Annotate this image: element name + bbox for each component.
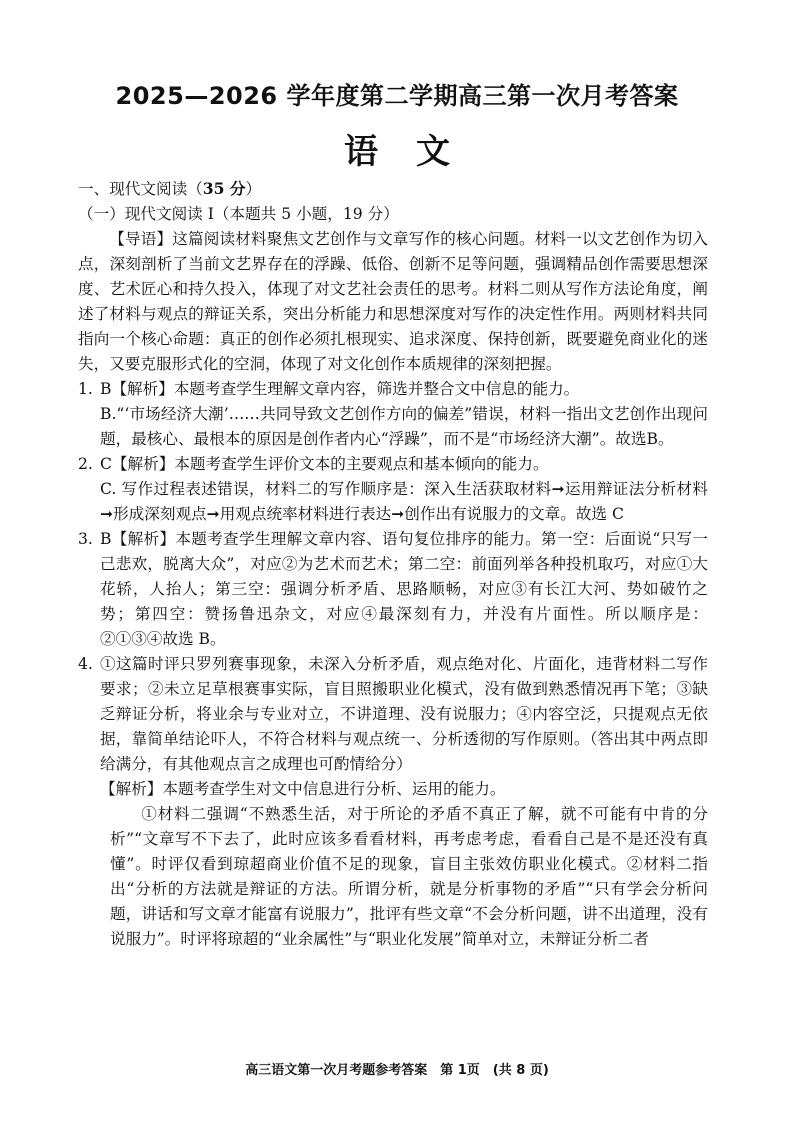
- question-explanation: ①材料二强调“不熟悉生活，对于所论的矛盾不真正了解，就不可能有中肯的分析”“文章写不下去了，此时应该多看看材料，再考虑考虑，看看自己是不是还没有真懂”。时评仅看到琼超商业价值不足的现象，盲目主张效仿职业化模式。②材料二指出“分析的方法就是辩证的方法。所谓分析，就是分析事物的矛盾”“只有学会分析问题，讲话和写文章才能富有说服力”，批评有些文章“不会分析问题，讲不出道理，没有说服力”。时评将琼超的“业余属性”与“职业化发展”简单对立，未辩证分析二者: [110, 805, 708, 948]
- page-title: 2025—2026 学年度第二学期高三第一次月考答案: [115, 82, 679, 110]
- section-heading-text: 一、现代文阅读（: [78, 180, 203, 198]
- question-1: [78, 377, 708, 402]
- subject-title: 语文: [344, 132, 488, 172]
- answer-content: [78, 176, 708, 952]
- question-answer: B【解析】本题考查学生理解文章内容，筛选并整合文中信息的能力。: [100, 380, 580, 398]
- page-footer: 高三语文第一次月考题参考答案 第 1页 (共 8 页): [245, 1063, 549, 1078]
- question-number: 4.: [78, 655, 93, 673]
- question-answer: B【解析】本题考查学生理解文章内容、语句复位排序的能力。第一空：后面说“只写一己悲欢，脱离大众”，对应②为艺术而艺术；第二空：前面列举各种投机取巧，对应①大花轿，人抬人；第三空：强调分析矛盾、思路顺畅，对应③有长江大河、势如破竹之势；第四空：赞扬鲁迅杂文，对应④最深刻有力，并没有片面性。所以顺序是：②①③④故选 B。: [100, 530, 708, 648]
- question-4: [78, 652, 708, 777]
- section-heading: [78, 176, 708, 202]
- question-explanation: B.“‘市场经济大潮’……共同导致文艺创作方向的偏差”错误，材料一指出文艺创作出现问题，最核心、最根本的原因是创作者内心“浮躁”，而不是“市场经济大潮”。故选B。: [100, 405, 708, 448]
- question-answer: ①这篇时评只罗列赛事现象，未深入分析矛盾，观点绝对化、片面化，违背材料二写作要求；②未立足草根赛事实际，盲目照搬职业化模式，没有做到熟悉情况再下笔；③缺乏辩证分析，将业余与专业对立，不讲道理、没有说服力；④内容空泛，只提观点无依据，靠简单结论吓人，不符合材料与观点统一、分析透彻的写作原则。（答出其中两点即给满分，有其他观点言之成理也可酌情给分）: [100, 655, 708, 773]
- question-2: [78, 452, 708, 477]
- subsection-heading: （一）现代文阅读 I（本题共 5 小题，19 分）: [78, 205, 399, 223]
- question-number: 3.: [78, 530, 93, 548]
- question-analysis: 【解析】本题考查学生对文中信息进行分析、运用的能力。: [100, 780, 506, 798]
- section-heading-close: ）: [245, 180, 262, 198]
- section-score: 35 分: [202, 179, 246, 198]
- question-answer: C【解析】本题考查学生评价文本的主要观点和基本倾向的能力。: [100, 455, 549, 473]
- question-number: 2.: [78, 455, 93, 473]
- question-3: [78, 527, 708, 652]
- question-explanation: C. 写作过程表述错误，材料二的写作顺序是：深入生活获取材料➞运用辩证法分析材料➞形成深刻观点➞用观点统率材料进行表达➞创作出有说服力的文章。故选 C: [100, 480, 708, 523]
- question-number: 1.: [78, 380, 93, 398]
- guide-paragraph: 【导语】这篇阅读材料聚焦文艺创作与文章写作的核心问题。材料一以文艺创作为切入点，深刻剖析了当前文艺界存在的浮躁、低俗、创新不足等问题，强调精品创作需要思想深度、艺术匠心和持久投入，体现了对文艺社会责任的思考。材料二则从写作方法论角度，阐述了材料与观点的辩证关系，突出分析能力和思想深度对写作的决定性作用。两则材料共同指向一个核心命题：真正的创作必须扎根现实、追求深度、保持创新，既要避免商业化的迷失，又要克服形式化的空洞，体现了对文化创作本质规律的深刻把握。: [78, 230, 708, 373]
